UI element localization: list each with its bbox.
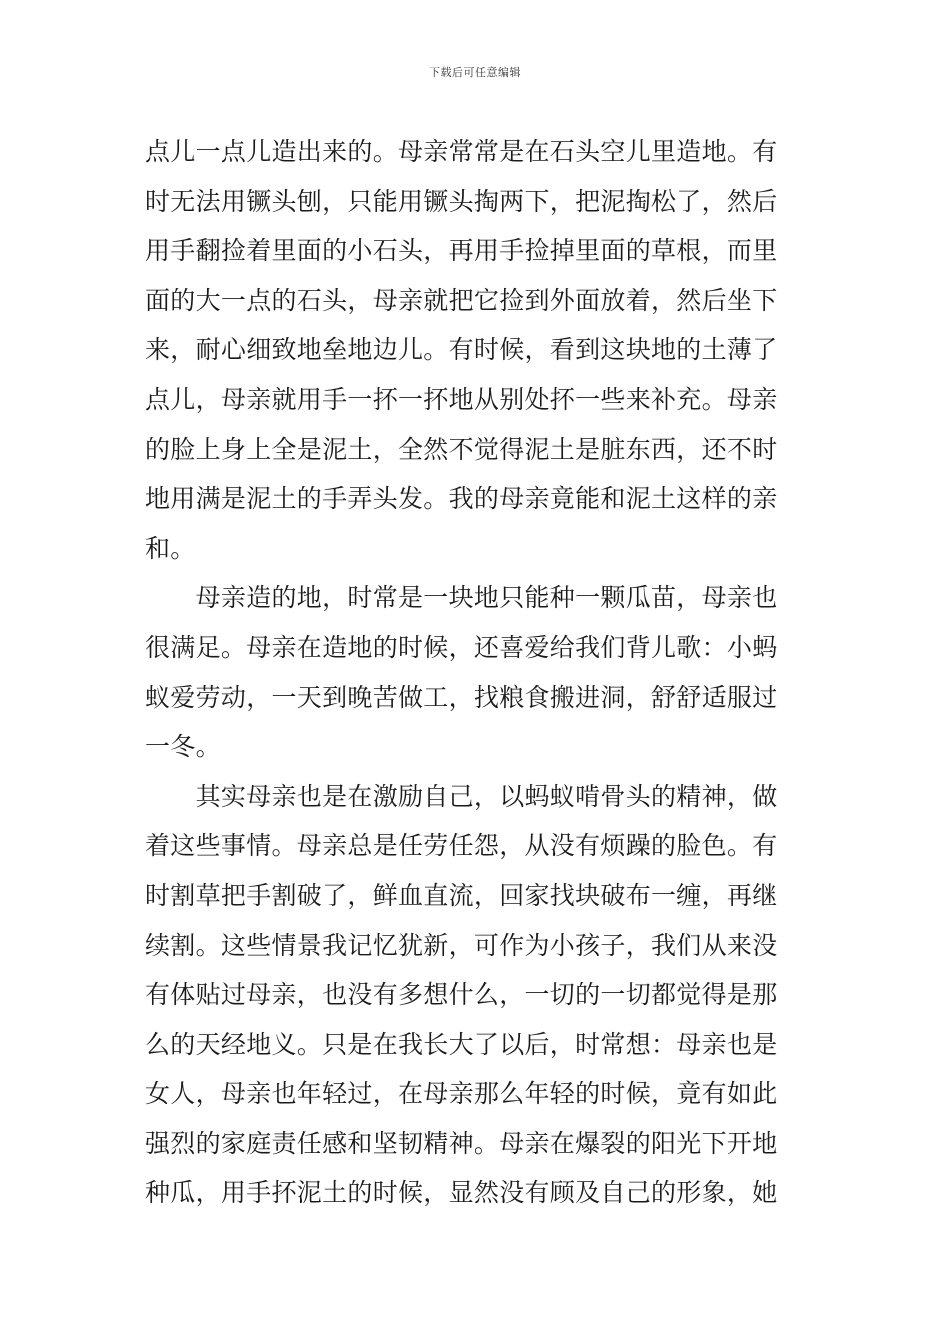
text-line: 来，耐心细致地垒地边儿。有时候，看到这块地的土薄了 (145, 335, 778, 365)
text-line: 有体贴过母亲，也没有多想什么，一切的一切都觉得是那 (145, 980, 778, 1010)
text-line: 很满足。母亲在造地的时候，还喜爱给我们背儿歌：小蚂 (145, 632, 778, 662)
text-line: 母亲造的地，时常是一块地只能种一颗瓜苗，母亲也 (145, 583, 778, 613)
text-line: 其实母亲也是在激励自己，以蚂蚁啃骨头的精神，做 (145, 781, 778, 811)
text-line: 女人，母亲也年轻过，在母亲那么年轻的时候，竟有如此 (145, 1079, 778, 1109)
text-line: 着这些事情。母亲总是任劳任怨，从没有烦躁的脸色。有 (145, 831, 778, 861)
text-line: 种瓜，用手抔泥土的时候，显然没有顾及自己的形象，她 (145, 1178, 778, 1208)
document-body (145, 127, 809, 1218)
text-line: 么的天经地义。只是在我长大了以后，时常想：母亲也是 (145, 1029, 778, 1059)
text-line: 地用满是泥土的手弄头发。我的母亲竟能和泥土这样的亲 (145, 484, 778, 514)
text-line: 用手翻捡着里面的小石头，再用手捡掉里面的草根，而里 (145, 236, 778, 266)
page-header: 下载后可任意编辑 (429, 66, 521, 79)
text-line: 时割草把手割破了，鲜血直流，回家找块破布一缠，再继 (145, 880, 778, 910)
text-line: 和。 (145, 533, 196, 563)
text-line: 面的大一点的石头，母亲就把它捡到外面放着，然后坐下 (145, 285, 778, 315)
text-line: 续割。这些情景我记忆犹新，可作为小孩子，我们从来没 (145, 930, 778, 960)
text-line: 点儿，母亲就用手一抔一抔地从别处抔一些来补充。母亲 (145, 384, 778, 414)
text-line: 时无法用镢头刨，只能用镢头掏两下，把泥掏松了，然后 (145, 186, 778, 216)
text-line: 强烈的家庭责任感和坚韧精神。母亲在爆裂的阳光下开地 (145, 1128, 778, 1158)
text-line: 一冬。 (145, 732, 221, 762)
text-line: 蚁爱劳动，一天到晚苦做工，找粮食搬进洞，舒舒适服过 (145, 682, 778, 712)
text-line: 点儿一点儿造出来的。母亲常常是在石头空儿里造地。有 (145, 137, 778, 166)
text-line: 的脸上身上全是泥土，全然不觉得泥土是脏东西，还不时 (145, 434, 778, 464)
